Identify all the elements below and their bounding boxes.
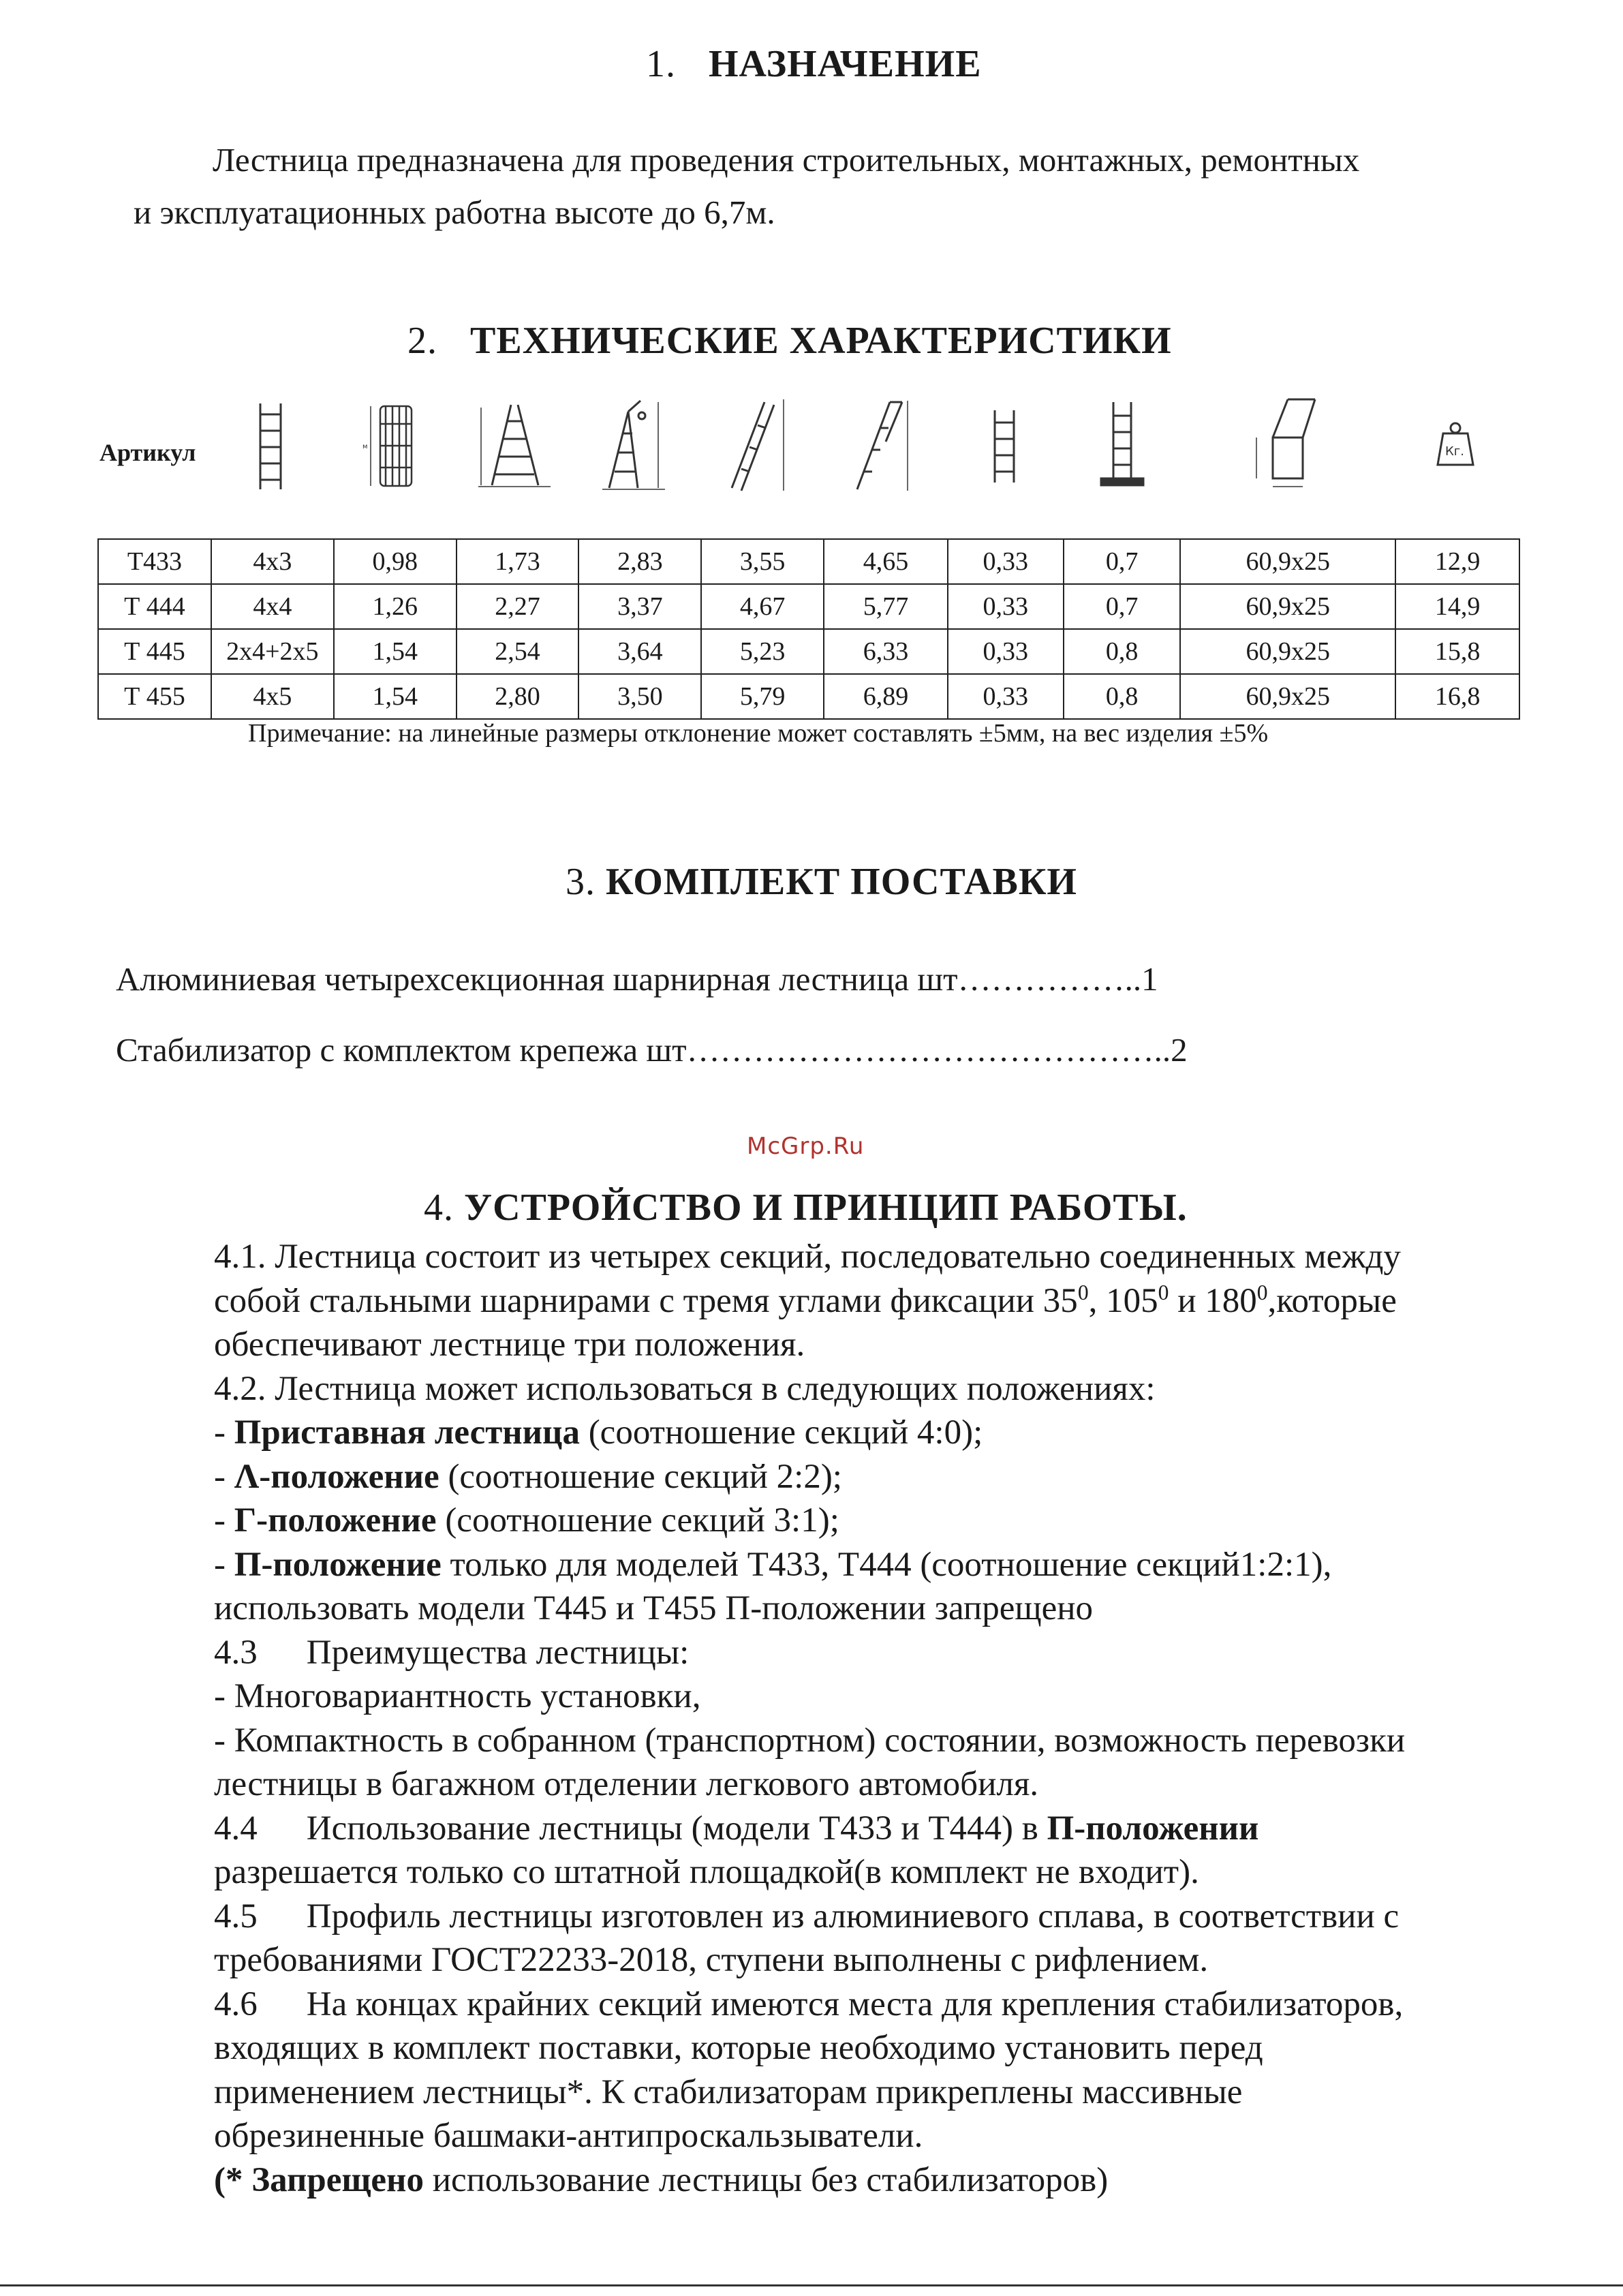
- text-line: 4.4 Использование лестницы (модели Т433 и Т444) в П-положении: [214, 1809, 1259, 1848]
- table-cell: 16,8: [1395, 674, 1519, 719]
- table-note: Примечание: на линейные размеры отклонение может составлять ±5мм, на вес изделия ±5%: [248, 719, 1269, 748]
- table-cell: 3,37: [578, 584, 701, 629]
- text-line: - Компактность в собранном (транспортном) состоянии, возможность перевозки: [214, 1721, 1406, 1760]
- ladder-folded-dimensions-icon: [1247, 390, 1322, 492]
- section-title: КОМПЛЕКТ ПОСТАВКИ: [606, 861, 1077, 903]
- ladder-on-platform-icon: [1098, 401, 1146, 489]
- section-title: УСТРОЙСТВО И ПРИНЦИП РАБОТЫ.: [464, 1187, 1188, 1229]
- text-line: входящих в комплект поставки, которые необходимо установить перед: [214, 2029, 1263, 2067]
- table-cell: 60,9x25: [1180, 539, 1395, 584]
- table-cell: 4x5: [211, 674, 334, 719]
- text-line: использовать модели Т445 и Т455 П-положении запрещено: [214, 1589, 1094, 1627]
- table-cell: 0,7: [1064, 539, 1181, 584]
- position-item: - П-положение только для моделей Т433, Т444 (соотношение секций1:2:1),: [214, 1545, 1332, 1584]
- table-cell: 60,9x25: [1180, 584, 1395, 629]
- table-cell: 2,80: [457, 674, 579, 719]
- text-line: 4.6 На концах крайних секций имеются места для крепления стабилизаторов,: [214, 1985, 1404, 2023]
- table-cell: 1,54: [334, 674, 457, 719]
- ladder-folded-icon: [361, 403, 416, 489]
- svg-text:Кг.: Кг.: [1445, 444, 1464, 459]
- ladder-step-leaning-icon: [845, 398, 913, 493]
- table-cell: 2x4+2x5: [211, 629, 334, 674]
- section-title: НАЗНАЧЕНИЕ: [709, 43, 982, 85]
- table-cell: Т 455: [98, 674, 211, 719]
- text-line: 4.2. Лестница может использоваться в следующих положениях:: [214, 1369, 1156, 1408]
- table-cell: 15,8: [1395, 629, 1519, 674]
- text-line: лестницы в багажном отделении легкового автомобиля.: [214, 1765, 1039, 1803]
- table-cell: 6,33: [824, 629, 948, 674]
- table-row: [98, 584, 1519, 629]
- section-4-heading: [424, 1186, 1188, 1229]
- table-cell: 6,89: [824, 674, 948, 719]
- table-cell: Т 445: [98, 629, 211, 674]
- table-row: [98, 629, 1519, 674]
- table-cell: 1,54: [334, 629, 457, 674]
- section-number: 4.: [424, 1187, 454, 1229]
- table-cell: 4,67: [701, 584, 824, 629]
- table-cell: 0,33: [948, 629, 1064, 674]
- svg-text:м: м: [362, 443, 368, 450]
- table-cell: 0,98: [334, 539, 457, 584]
- article-label: Артикул: [99, 439, 196, 466]
- table-cell: 0,8: [1064, 629, 1181, 674]
- table-cell: 1,26: [334, 584, 457, 629]
- table-cell: 3,50: [578, 674, 701, 719]
- text-line: применением лестницы*. К стабилизаторам прикреплены массивные: [214, 2072, 1243, 2111]
- table-cell: 14,9: [1395, 584, 1519, 629]
- table-cell: 5,79: [701, 674, 824, 719]
- ladder-a-frame-icon: [477, 401, 552, 489]
- text-line: разрешается только со штатной площадкой(в комплект не входит).: [214, 1853, 1199, 1891]
- table-row: [98, 539, 1519, 584]
- table-cell: 4x3: [211, 539, 334, 584]
- text-line: требованиями ГОСТ22233-2018, ступени выполнены с рифлением.: [214, 1941, 1209, 1979]
- table-cell: 0,33: [948, 539, 1064, 584]
- text-line: (* Запрещено использование лестницы без стабилизаторов): [214, 2160, 1109, 2199]
- specifications-table: [97, 538, 1520, 720]
- purpose-text-line2: и эксплуатационных работна высоте до 6,7м.: [134, 194, 775, 231]
- ladder-leaning-icon: [722, 398, 790, 493]
- table-cell: 4x4: [211, 584, 334, 629]
- position-item: - Г-положение (соотношение секций 3:1);: [214, 1501, 839, 1540]
- table-row: [98, 674, 1519, 719]
- delivery-item-stabilizer: Стабилизатор с комплектом крепежа шт……………………………………..2: [116, 1031, 1188, 1069]
- section-title: ТЕХНИЧЕСКИЕ ХАРАКТЕРИСТИКИ: [470, 320, 1172, 362]
- text-line: 4.5 Профиль лестницы изготовлен из алюминиевого сплава, в соответствии с: [214, 1897, 1400, 1935]
- ladder-scaffold-icon: [600, 398, 668, 493]
- position-item: - Приставная лестница (соотношение секций 4:0);: [214, 1413, 983, 1452]
- table-cell: 0,33: [948, 584, 1064, 629]
- table-cell: 2,27: [457, 584, 579, 629]
- watermark-text: McGrp.Ru: [747, 1133, 865, 1160]
- weight-kg-icon: [1435, 420, 1476, 468]
- table-cell: 2,54: [457, 629, 579, 674]
- purpose-text-line1: Лестница предназначена для проведения строительных, монтажных, ремонтных: [213, 141, 1360, 179]
- section-2-heading: [407, 319, 1172, 363]
- ladder-straight-icon: [255, 402, 286, 491]
- table-cell: 0,8: [1064, 674, 1181, 719]
- table-cell: 5,23: [701, 629, 824, 674]
- ladder-section-icon: [991, 409, 1018, 484]
- text-line: собой стальными шарнирами с тремя углами фиксации $35^0$, $105^0$ и $180^0,которые$: [214, 1280, 1397, 1320]
- table-cell: Т 444: [98, 584, 211, 629]
- table-cell: 3,64: [578, 629, 701, 674]
- table-cell: 4,65: [824, 539, 948, 584]
- table-cell: Т433: [98, 539, 211, 584]
- table-cell: 2,83: [578, 539, 701, 584]
- text-line: 4.3 Преимущества лестницы:: [214, 1633, 690, 1672]
- device-section-body: [214, 1235, 1405, 2202]
- delivery-item-ladder: Алюминиевая четырехсекционная шарнирная лестница шт……………..1: [116, 960, 1158, 998]
- section-3-heading: [566, 860, 1077, 904]
- text-line: обрезиненные башмаки-антипроскальзыватели.: [214, 2117, 923, 2155]
- section-number: 1.: [646, 43, 676, 85]
- table-cell: 60,9x25: [1180, 629, 1395, 674]
- table-cell: 5,77: [824, 584, 948, 629]
- section-1-heading: [646, 42, 982, 86]
- table-cell: 1,73: [457, 539, 579, 584]
- table-cell: 0,7: [1064, 584, 1181, 629]
- table-cell: 3,55: [701, 539, 824, 584]
- text-line: обеспечивают лестнице три положения.: [214, 1326, 805, 1364]
- text-line: - Многовариантность установки,: [214, 1677, 701, 1715]
- text-line: 4.1. Лестница состоит из четырех секций, последовательно соединенных между: [214, 1238, 1401, 1276]
- table-cell: 12,9: [1395, 539, 1519, 584]
- section-number: 2.: [407, 320, 437, 362]
- table-cell: 60,9x25: [1180, 674, 1395, 719]
- table-cell: 0,33: [948, 674, 1064, 719]
- section-number: 3.: [566, 861, 596, 903]
- bottom-rule: [0, 2284, 1623, 2286]
- position-item: - Λ-положение (соотношение секций 2:2);: [214, 1457, 842, 1496]
